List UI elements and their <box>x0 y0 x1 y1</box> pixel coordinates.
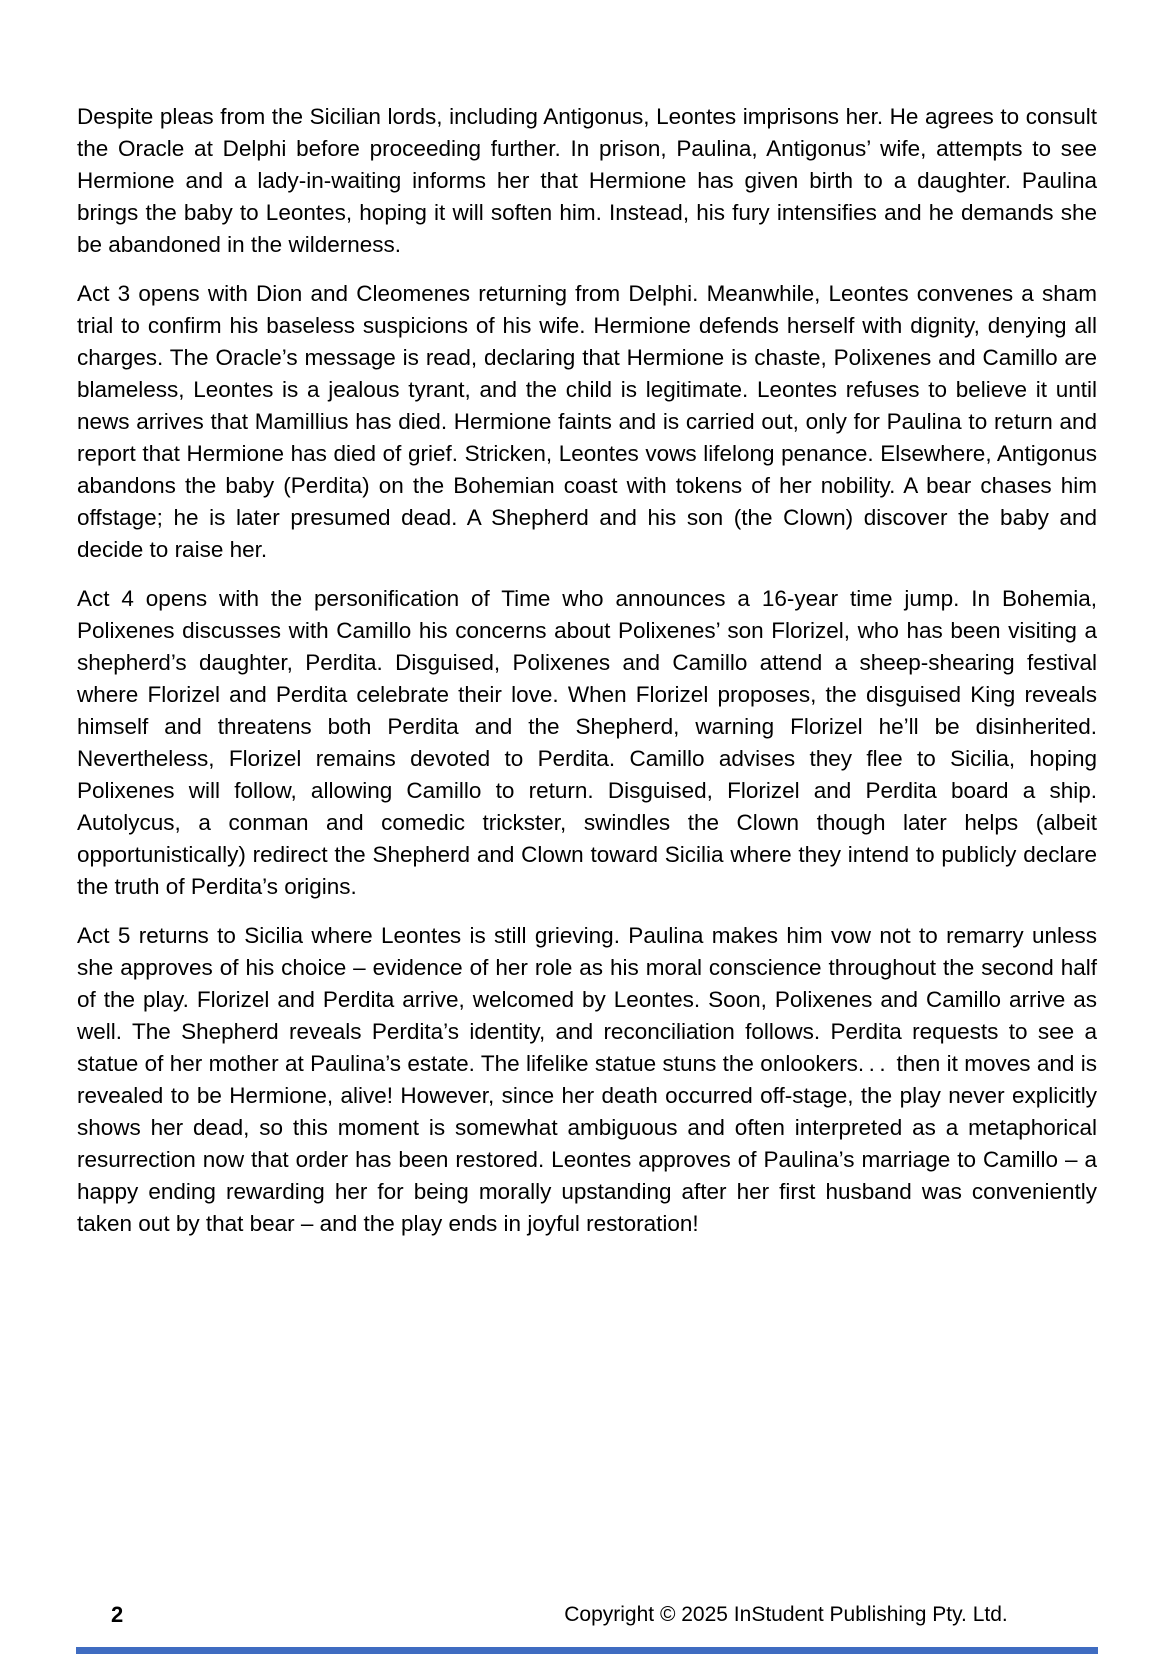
paragraph: Despite pleas from the Sicilian lords, including Antigonus, Leontes imprisons her. He agrees to consult the Oracle at Delphi before proceeding further. In prison, Paulina, Antigonus’ wife, attempts to see Hermione and a lady-in-waiting informs her that Hermione has given birth to a daughter. Paulina brings the baby to Leontes, hoping it will soften him. Instead, his fury intensifies and he demands she be abandoned in the wilderness. <box>77 104 1097 257</box>
paragraph: Act 4 opens with the personification of Time who announces a 16-year time jump. In Bohemia, Polixenes discusses with Camillo his concerns about Polixenes’ son Florizel, who has been visiting a shepherd’s daughter, Perdita. Disguised, Polixenes and Camillo attend a sheep-shearing festival where Florizel and Perdita celebrate their love. When Florizel proposes, the disguised King reveals himself and threatens both Perdita and the Shepherd, warning Florizel he’ll be disinherited. Nevertheless, Florizel remains devoted to Perdita. Camillo advises they flee to Sicilia, hoping Polixenes will follow, allowing Camillo to return. Disguised, Florizel and Perdita board a ship. Autolycus, a conman and comedic trickster, swindles the Clown though later helps (albeit opportunistically) redirect the Shepherd and Clown toward Sicilia where they intend to publicly declare the truth of Perdita’s origins. <box>77 586 1097 899</box>
plot-summary-text <box>77 101 1097 1257</box>
paragraph: Act 5 returns to Sicilia where Leontes is still grieving. Paulina makes him vow not to remarry unless she approves of his choice – evidence of her role as his moral conscience throughout the second half of the play. Florizel and Perdita arrive, welcomed by Leontes. Soon, Polixenes and Camillo arrive as well. The Shepherd reveals Perdita’s identity, and reconciliation follows. Perdita requests to see a statue of her mother at Paulina’s estate. The lifelike statue stuns the onlookers. . . then it moves and is revealed to be Hermione, alive! However, since her death occurred off-stage, the play never explicitly shows her dead, so this moment is somewhat ambiguous and often interpreted as a metaphorical resurrection now that order has been restored. Leontes approves of Paulina’s marriage to Camillo – a happy ending rewarding her for being morally upstanding after her first husband was conveniently taken out by that bear – and the play ends in joyful restoration! <box>77 923 1097 1236</box>
paragraph: Act 3 opens with Dion and Cleomenes returning from Delphi. Meanwhile, Leontes convenes a sham trial to confirm his baseless suspicions of his wife. Hermione defends herself with dignity, denying all charges. The Oracle’s message is read, declaring that Hermione is chaste, Polixenes and Camillo are blameless, Leontes is a jealous tyrant, and the child is legitimate. Leontes refuses to believe it until news arrives that Mamillius has died. Hermione faints and is carried out, only for Paulina to return and report that Hermione has died of grief. Stricken, Leontes vows lifelong penance. Elsewhere, Antigonus abandons the baby (Perdita) on the Bohemian coast with tokens of her nobility. A bear chases him offstage; he is later presumed dead. A Shepherd and his son (the Clown) discover the baby and decide to raise her. <box>77 281 1097 562</box>
page-number: 2 <box>111 1602 124 1627</box>
footer-accent-bar <box>76 1647 1098 1654</box>
copyright-text: Copyright © 2025 InStudent Publishing Pty. Ltd. <box>564 1603 1008 1626</box>
page-footer <box>0 1598 1166 1632</box>
